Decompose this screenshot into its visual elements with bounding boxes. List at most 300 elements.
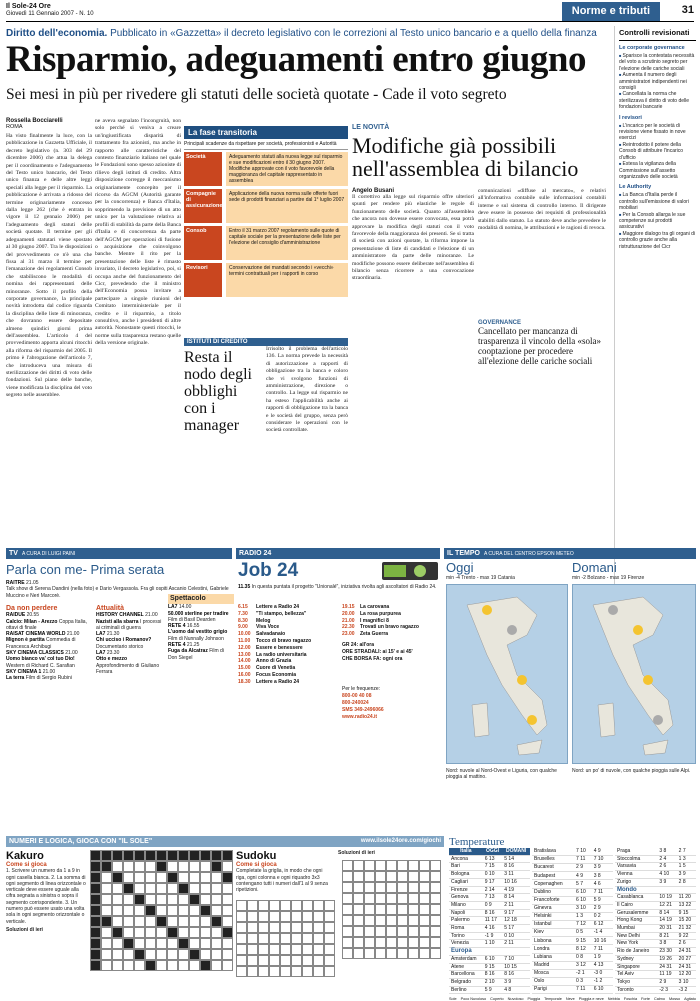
grid-cell[interactable] bbox=[342, 860, 353, 871]
grid-cell[interactable] bbox=[145, 927, 156, 938]
grid-cell[interactable] bbox=[247, 900, 258, 911]
grid-cell[interactable] bbox=[375, 937, 386, 948]
grid-cell[interactable] bbox=[123, 861, 134, 872]
grid-cell[interactable] bbox=[178, 949, 189, 960]
grid-cell[interactable] bbox=[291, 966, 302, 977]
grid-cell[interactable] bbox=[222, 905, 233, 916]
grid-cell[interactable] bbox=[324, 955, 335, 966]
grid-cell[interactable] bbox=[258, 911, 269, 922]
grid-cell[interactable] bbox=[324, 944, 335, 955]
grid-cell[interactable] bbox=[211, 872, 222, 883]
grid-cell[interactable] bbox=[145, 949, 156, 960]
grid-cell[interactable] bbox=[397, 948, 408, 959]
grid-cell[interactable] bbox=[386, 904, 397, 915]
grid-cell[interactable] bbox=[342, 926, 353, 937]
grid-cell[interactable] bbox=[313, 911, 324, 922]
grid-cell[interactable] bbox=[101, 894, 112, 905]
grid-cell[interactable] bbox=[123, 960, 134, 971]
grid-cell[interactable] bbox=[101, 949, 112, 960]
grid-cell[interactable] bbox=[200, 872, 211, 883]
grid-cell[interactable] bbox=[123, 916, 134, 927]
grid-cell[interactable] bbox=[280, 966, 291, 977]
grid-cell[interactable] bbox=[112, 894, 123, 905]
grid-cell[interactable] bbox=[353, 937, 364, 948]
grid-cell[interactable] bbox=[222, 938, 233, 949]
grid-cell[interactable] bbox=[302, 911, 313, 922]
grid-cell[interactable] bbox=[112, 949, 123, 960]
grid-cell[interactable] bbox=[386, 860, 397, 871]
temp-city: Il Cairo bbox=[615, 901, 657, 909]
grid-cell[interactable] bbox=[236, 900, 247, 911]
tv-item-desc: Documentario storico bbox=[96, 643, 144, 650]
temp-value: 3 8 bbox=[657, 848, 676, 855]
grid-cell[interactable] bbox=[291, 911, 302, 922]
grid-cell[interactable] bbox=[364, 915, 375, 926]
grid-cell[interactable] bbox=[156, 872, 167, 883]
grid-cell[interactable] bbox=[302, 922, 313, 933]
grid-cell[interactable] bbox=[364, 948, 375, 959]
grid-cell[interactable] bbox=[189, 872, 200, 883]
grid-cell[interactable] bbox=[134, 938, 145, 949]
grid-cell[interactable] bbox=[247, 955, 258, 966]
grid-cell[interactable] bbox=[134, 872, 145, 883]
grid-cell[interactable] bbox=[291, 955, 302, 966]
grid-cell[interactable] bbox=[280, 933, 291, 944]
grid-cell[interactable] bbox=[269, 922, 280, 933]
grid-cell[interactable] bbox=[419, 904, 430, 915]
grid-cell[interactable] bbox=[247, 911, 258, 922]
grid-cell[interactable] bbox=[123, 894, 134, 905]
grid-cell[interactable] bbox=[364, 937, 375, 948]
grid-cell[interactable] bbox=[313, 944, 324, 955]
grid-cell[interactable] bbox=[101, 938, 112, 949]
tv-item-desc: Western di Richard C. Sarafian bbox=[6, 662, 75, 669]
grid-cell[interactable] bbox=[375, 871, 386, 882]
grid-cell[interactable] bbox=[375, 882, 386, 893]
grid-cell[interactable] bbox=[101, 927, 112, 938]
grid-cell[interactable] bbox=[145, 861, 156, 872]
grid-cell[interactable] bbox=[258, 966, 269, 977]
temp-value: 2 14 bbox=[483, 886, 502, 894]
grid-cell[interactable] bbox=[430, 893, 441, 904]
radio-time: 11.35 bbox=[238, 584, 251, 590]
grid-cell[interactable] bbox=[211, 960, 222, 971]
grid-cell[interactable] bbox=[430, 915, 441, 926]
kakuro-grid[interactable] bbox=[90, 850, 233, 972]
grid-cell[interactable] bbox=[280, 900, 291, 911]
grid-cell[interactable] bbox=[397, 860, 408, 871]
gr-ore: ORE STRADALI: ai 15' e ai 45' bbox=[342, 648, 413, 655]
grid-cell[interactable] bbox=[419, 871, 430, 882]
grid-cell[interactable] bbox=[101, 872, 112, 883]
sudoku-grid[interactable] bbox=[236, 900, 335, 975]
grid-cell[interactable] bbox=[375, 948, 386, 959]
temp-table-europa bbox=[532, 848, 613, 994]
grid-cell[interactable] bbox=[408, 893, 419, 904]
grid-cell[interactable] bbox=[167, 960, 178, 971]
temp-city: Bratislava bbox=[532, 848, 574, 856]
temp-value: 10 15 bbox=[502, 963, 530, 971]
grid-cell[interactable] bbox=[156, 927, 167, 938]
grid-cell[interactable] bbox=[269, 933, 280, 944]
grid-cell[interactable] bbox=[189, 905, 200, 916]
grid-cell[interactable] bbox=[419, 915, 430, 926]
temp-value: 11 19 bbox=[657, 971, 676, 979]
grid-cell[interactable] bbox=[430, 948, 441, 959]
grid-cell[interactable] bbox=[134, 905, 145, 916]
grid-cell[interactable] bbox=[178, 872, 189, 883]
grid-cell[interactable] bbox=[302, 933, 313, 944]
grid-cell[interactable] bbox=[269, 900, 280, 911]
grid-cell[interactable] bbox=[200, 883, 211, 894]
grid-cell[interactable] bbox=[211, 883, 222, 894]
grid-cell[interactable] bbox=[375, 915, 386, 926]
grid-cell[interactable] bbox=[280, 955, 291, 966]
grid-cell[interactable] bbox=[430, 926, 441, 937]
grid-cell[interactable] bbox=[353, 882, 364, 893]
temp-value: 20 27 bbox=[677, 955, 696, 963]
grid-cell[interactable] bbox=[112, 905, 123, 916]
grid-cell[interactable] bbox=[236, 922, 247, 933]
grid-cell[interactable] bbox=[375, 904, 386, 915]
grid-cell[interactable] bbox=[353, 948, 364, 959]
temp-value: 8 16 bbox=[502, 971, 530, 979]
grid-cell[interactable] bbox=[269, 955, 280, 966]
grid-cell[interactable] bbox=[200, 938, 211, 949]
grid-cell[interactable] bbox=[258, 955, 269, 966]
grid-cell[interactable] bbox=[236, 911, 247, 922]
temp-row bbox=[532, 945, 613, 953]
notperdere-title: Da non perdere bbox=[6, 605, 58, 612]
grid-cell[interactable] bbox=[419, 937, 430, 948]
grid-cell[interactable] bbox=[324, 933, 335, 944]
grid-cell[interactable] bbox=[123, 905, 134, 916]
grid-cell[interactable] bbox=[222, 960, 233, 971]
grid-cell[interactable] bbox=[430, 871, 441, 882]
grid-cell[interactable] bbox=[408, 871, 419, 882]
grid-cell[interactable] bbox=[375, 926, 386, 937]
grid-cell[interactable] bbox=[101, 905, 112, 916]
sidebar-item: ■ Estesa la vigilanza della Commissione sull'assetto organizzativo delle società bbox=[619, 161, 696, 180]
grid-cell[interactable] bbox=[123, 872, 134, 883]
grid-cell[interactable] bbox=[222, 949, 233, 960]
grid-cell[interactable] bbox=[353, 926, 364, 937]
grid-cell[interactable] bbox=[167, 905, 178, 916]
grid-cell[interactable] bbox=[397, 882, 408, 893]
grid-cell[interactable] bbox=[112, 938, 123, 949]
grid-cell[interactable] bbox=[156, 905, 167, 916]
grid-cell[interactable] bbox=[112, 960, 123, 971]
grid-cell[interactable] bbox=[313, 900, 324, 911]
grid-cell[interactable] bbox=[112, 861, 123, 872]
grid-cell[interactable] bbox=[386, 926, 397, 937]
grid-cell[interactable] bbox=[178, 861, 189, 872]
grid-cell[interactable] bbox=[397, 926, 408, 937]
grid-cell[interactable] bbox=[211, 894, 222, 905]
grid-cell[interactable] bbox=[156, 883, 167, 894]
grid-cell[interactable] bbox=[302, 966, 313, 977]
grid-cell[interactable] bbox=[211, 905, 222, 916]
grid-cell[interactable] bbox=[178, 905, 189, 916]
grid-cell[interactable] bbox=[280, 944, 291, 955]
grid-cell[interactable] bbox=[134, 960, 145, 971]
grid-cell[interactable] bbox=[211, 927, 222, 938]
grid-cell[interactable] bbox=[200, 894, 211, 905]
grid-cell[interactable] bbox=[156, 894, 167, 905]
grid-cell[interactable] bbox=[222, 916, 233, 927]
grid-cell[interactable] bbox=[324, 966, 335, 977]
grid-cell[interactable] bbox=[342, 937, 353, 948]
grid-cell[interactable] bbox=[211, 949, 222, 960]
temp-row bbox=[449, 978, 530, 986]
grid-cell[interactable] bbox=[134, 883, 145, 894]
grid-cell[interactable] bbox=[419, 926, 430, 937]
grid-cell[interactable] bbox=[375, 893, 386, 904]
grid-cell bbox=[145, 905, 156, 916]
grid-cell[interactable] bbox=[156, 960, 167, 971]
grid-cell[interactable] bbox=[419, 893, 430, 904]
temp-value: -2 3 bbox=[657, 986, 676, 994]
temp-value: 2 8 bbox=[677, 878, 696, 886]
grid-cell[interactable] bbox=[247, 966, 258, 977]
schedule-row bbox=[238, 652, 338, 659]
grid-cell[interactable] bbox=[291, 933, 302, 944]
temp-value: 2 9 bbox=[657, 978, 676, 986]
grid-cell[interactable] bbox=[386, 893, 397, 904]
grid-cell[interactable] bbox=[353, 904, 364, 915]
grid-cell[interactable] bbox=[291, 944, 302, 955]
grid-cell[interactable] bbox=[313, 933, 324, 944]
grid-cell[interactable] bbox=[222, 883, 233, 894]
grid-cell[interactable] bbox=[364, 904, 375, 915]
grid-cell[interactable] bbox=[430, 882, 441, 893]
grid-cell[interactable] bbox=[112, 916, 123, 927]
puzzle-band-title: NUMERI E LOGICA, GIOCA CON "IL SOLE" bbox=[9, 838, 153, 845]
grid-cell[interactable] bbox=[364, 893, 375, 904]
grid-cell[interactable] bbox=[397, 893, 408, 904]
grid-cell[interactable] bbox=[258, 933, 269, 944]
grid-cell[interactable] bbox=[386, 871, 397, 882]
grid-cell[interactable] bbox=[178, 927, 189, 938]
temp-city: Hong Kong bbox=[615, 917, 657, 925]
grid-cell[interactable] bbox=[269, 944, 280, 955]
puzzle-site[interactable]: www.ilsole24ore.com/giochi bbox=[360, 838, 441, 844]
temp-row bbox=[449, 917, 530, 925]
kakuro-rules: 1. Scrivere un numero da 1 a 9 in ogni casella bianca. 2. La somma di ogni segmento di linea orizzontale o verticale deve essere uguale alla cifra segnata a sinistra o sopra il segmento corrispondente. 3. Un numero può essere usato una volta sola in ogni segmento orizzontale o verticale. bbox=[6, 868, 86, 925]
tv-title: Parla con me- Prima serata bbox=[6, 562, 165, 577]
grid-cell[interactable] bbox=[408, 860, 419, 871]
grid-cell[interactable] bbox=[342, 948, 353, 959]
schedule-program: La carovana bbox=[360, 604, 390, 610]
temp-value: 4 9 bbox=[574, 872, 592, 880]
grid-cell[interactable] bbox=[313, 966, 324, 977]
temp-city: Tokyo bbox=[615, 978, 657, 986]
grid-cell[interactable] bbox=[189, 938, 200, 949]
grid-cell[interactable] bbox=[123, 927, 134, 938]
grid-cell[interactable] bbox=[353, 860, 364, 871]
grid-cell[interactable] bbox=[280, 911, 291, 922]
grid-cell[interactable] bbox=[112, 883, 123, 894]
grid-cell[interactable] bbox=[178, 960, 189, 971]
grid-cell[interactable] bbox=[408, 926, 419, 937]
grid-cell[interactable] bbox=[408, 937, 419, 948]
grid-cell[interactable] bbox=[178, 916, 189, 927]
temp-row bbox=[532, 872, 613, 880]
grid-cell[interactable] bbox=[324, 922, 335, 933]
grid-cell[interactable] bbox=[189, 916, 200, 927]
grid-cell[interactable] bbox=[247, 933, 258, 944]
tv-item-channel: SKY CINEMA CLASSICS bbox=[6, 650, 64, 657]
grid-cell[interactable] bbox=[269, 911, 280, 922]
grid-cell[interactable] bbox=[419, 882, 430, 893]
grid-cell[interactable] bbox=[200, 949, 211, 960]
grid-cell[interactable] bbox=[408, 904, 419, 915]
temp-value: 7 11 bbox=[592, 888, 613, 896]
grid-cell[interactable] bbox=[364, 882, 375, 893]
grid-cell[interactable] bbox=[364, 926, 375, 937]
grid-cell[interactable] bbox=[145, 916, 156, 927]
grid-cell[interactable] bbox=[291, 922, 302, 933]
grid-cell[interactable] bbox=[145, 872, 156, 883]
sidebar-heading: Le Authority bbox=[619, 184, 652, 191]
grid-cell[interactable] bbox=[145, 894, 156, 905]
grid-cell[interactable] bbox=[145, 938, 156, 949]
grid-cell[interactable] bbox=[430, 937, 441, 948]
temp-city: Bologna bbox=[449, 871, 483, 879]
grid-cell[interactable] bbox=[386, 948, 397, 959]
kicker bbox=[6, 28, 606, 39]
grid-cell[interactable] bbox=[408, 948, 419, 959]
temp-value: 2 9 bbox=[592, 904, 613, 912]
grid-cell[interactable] bbox=[364, 871, 375, 882]
grid-cell[interactable] bbox=[156, 949, 167, 960]
grid-cell[interactable] bbox=[178, 894, 189, 905]
grid-cell[interactable] bbox=[419, 948, 430, 959]
grid-cell[interactable] bbox=[167, 883, 178, 894]
grid-cell[interactable] bbox=[123, 949, 134, 960]
grid-cell[interactable] bbox=[386, 915, 397, 926]
grid-cell[interactable] bbox=[167, 938, 178, 949]
grid-cell[interactable] bbox=[200, 861, 211, 872]
grid-cell[interactable] bbox=[101, 883, 112, 894]
grid-cell[interactable] bbox=[302, 900, 313, 911]
temp-row bbox=[449, 940, 530, 948]
temp-value: 7 15 bbox=[483, 863, 502, 871]
grid-cell[interactable] bbox=[145, 883, 156, 894]
grid-cell[interactable] bbox=[324, 911, 335, 922]
grid-cell[interactable] bbox=[342, 882, 353, 893]
grid-cell[interactable] bbox=[302, 944, 313, 955]
grid-cell[interactable] bbox=[211, 938, 222, 949]
grid-cell[interactable] bbox=[156, 938, 167, 949]
grid-cell[interactable] bbox=[342, 893, 353, 904]
grid-cell[interactable] bbox=[408, 882, 419, 893]
grid-cell[interactable] bbox=[200, 916, 211, 927]
grid-cell[interactable] bbox=[236, 966, 247, 977]
radio-website[interactable]: www.radio24.it bbox=[342, 713, 378, 720]
grid-cell[interactable] bbox=[397, 915, 408, 926]
grid-cell[interactable] bbox=[313, 955, 324, 966]
grid-cell[interactable] bbox=[269, 966, 280, 977]
grid-cell[interactable] bbox=[353, 871, 364, 882]
grid-cell[interactable] bbox=[247, 944, 258, 955]
grid-cell[interactable] bbox=[134, 927, 145, 938]
grid-cell[interactable] bbox=[342, 915, 353, 926]
grid-cell[interactable] bbox=[397, 904, 408, 915]
grid-cell[interactable] bbox=[258, 900, 269, 911]
grid-cell[interactable] bbox=[291, 900, 302, 911]
grid-cell[interactable] bbox=[247, 922, 258, 933]
grid-cell[interactable] bbox=[258, 922, 269, 933]
grid-cell[interactable] bbox=[134, 916, 145, 927]
grid-cell[interactable] bbox=[353, 893, 364, 904]
grid-cell[interactable] bbox=[189, 927, 200, 938]
grid-cell[interactable] bbox=[386, 937, 397, 948]
grid-cell[interactable] bbox=[419, 860, 430, 871]
grid-cell[interactable] bbox=[386, 882, 397, 893]
domani-title: Domani bbox=[572, 560, 617, 575]
schedule-row bbox=[238, 638, 338, 645]
temp-city: Palermo bbox=[449, 917, 483, 925]
grid-cell[interactable] bbox=[397, 871, 408, 882]
grid-cell[interactable] bbox=[236, 933, 247, 944]
schedule-row bbox=[238, 624, 338, 631]
grid-cell[interactable] bbox=[342, 904, 353, 915]
grid-cell[interactable] bbox=[167, 861, 178, 872]
grid-cell[interactable] bbox=[167, 916, 178, 927]
grid-cell[interactable] bbox=[189, 861, 200, 872]
schedule-time: 6.15 bbox=[238, 604, 248, 610]
grid-cell[interactable] bbox=[313, 922, 324, 933]
grid-cell[interactable] bbox=[189, 883, 200, 894]
grid-cell[interactable] bbox=[236, 944, 247, 955]
sidebar-heading: Le corporate governance bbox=[619, 45, 685, 51]
fase-text: Adeguamento statuti alla nuova legge sul risparmio e sue modificazioni entro il 30 giugno 2007. Modifiche approvate con il voto favorevole della maggioranza del capitale rappresentato in assemblea bbox=[226, 152, 348, 186]
sidebar-item: ■ Aumenta il numero degli amministratori indipendenti nei consigli bbox=[619, 72, 696, 91]
grid-cell[interactable] bbox=[200, 927, 211, 938]
grid-cell[interactable] bbox=[189, 960, 200, 971]
temp-value: 1 9 bbox=[592, 953, 613, 961]
grid-cell[interactable] bbox=[364, 860, 375, 871]
grid-cell[interactable] bbox=[167, 949, 178, 960]
grid-cell[interactable] bbox=[430, 860, 441, 871]
grid-cell[interactable] bbox=[375, 860, 386, 871]
grid-cell bbox=[156, 861, 167, 872]
grid-cell[interactable] bbox=[324, 900, 335, 911]
temp-value: 6 10 bbox=[574, 888, 592, 896]
grid-cell[interactable] bbox=[222, 894, 233, 905]
schedule-row bbox=[342, 604, 440, 611]
grid-cell bbox=[90, 872, 101, 883]
grid-cell[interactable] bbox=[408, 915, 419, 926]
grid-cell[interactable] bbox=[397, 937, 408, 948]
grid-cell[interactable] bbox=[353, 915, 364, 926]
istituti-body: Irrisolto il problema dell'articolo 136. La norma prevede la necessità di autorizzazione a rapporti di obbligazione tra la banca e coloro che vi svolgono funzioni di amministrazione, direzione o controllo. La legge sul risparmio ne ha esteso l'applicabilità anche ai rapporti di obbligazione tra la banca e le società del gruppo, senza però considerare le operazioni con le società controllate. bbox=[266, 346, 348, 434]
grid-cell[interactable] bbox=[258, 944, 269, 955]
grid-cell[interactable] bbox=[280, 922, 291, 933]
grid-cell[interactable] bbox=[236, 955, 247, 966]
grid-cell[interactable] bbox=[342, 871, 353, 882]
grid-cell[interactable] bbox=[134, 861, 145, 872]
temp-row bbox=[449, 925, 530, 933]
grid-cell[interactable] bbox=[167, 894, 178, 905]
temp-table-mondo bbox=[615, 848, 696, 994]
grid-cell[interactable] bbox=[222, 861, 233, 872]
grid-cell[interactable] bbox=[430, 904, 441, 915]
grid-cell[interactable] bbox=[101, 960, 112, 971]
temp-row bbox=[532, 929, 613, 937]
grid-cell[interactable] bbox=[302, 955, 313, 966]
